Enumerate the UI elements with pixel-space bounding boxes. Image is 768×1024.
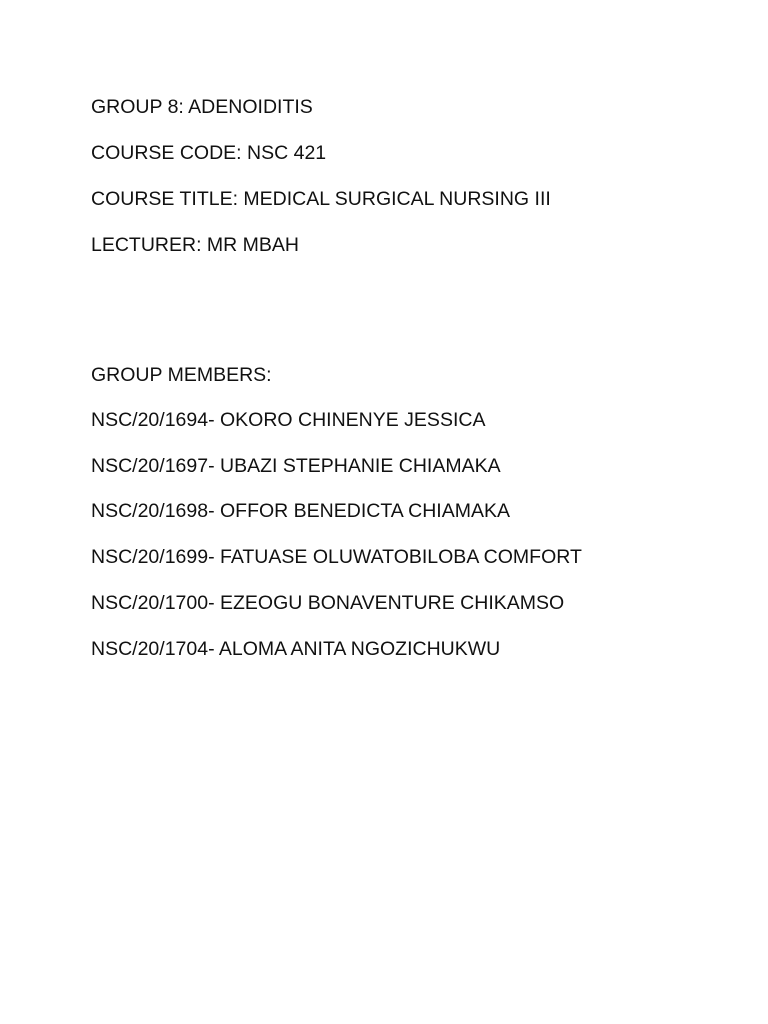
member-item: NSC/20/1704- ALOMA ANITA NGOZICHUKWU [91,638,501,660]
group-members-heading: GROUP MEMBERS: [91,364,272,386]
course-title: COURSE TITLE: MEDICAL SURGICAL NURSING III [91,188,551,210]
group-title: GROUP 8: ADENOIDITIS [91,96,313,118]
lecturer: LECTURER: MR MBAH [91,234,300,256]
member-item: NSC/20/1698- OFFOR BENEDICTA CHIAMAKA [91,500,510,522]
course-code: COURSE CODE: NSC 421 [91,142,327,164]
member-item: NSC/20/1694- OKORO CHINENYE JESSICA [91,409,486,431]
member-item: NSC/20/1700- EZEOGU BONAVENTURE CHIKAMSO [91,592,565,614]
member-item: NSC/20/1699- FATUASE OLUWATOBILOBA COMFORT [91,546,582,568]
member-item: NSC/20/1697- UBAZI STEPHANIE CHIAMAKA [91,455,501,477]
